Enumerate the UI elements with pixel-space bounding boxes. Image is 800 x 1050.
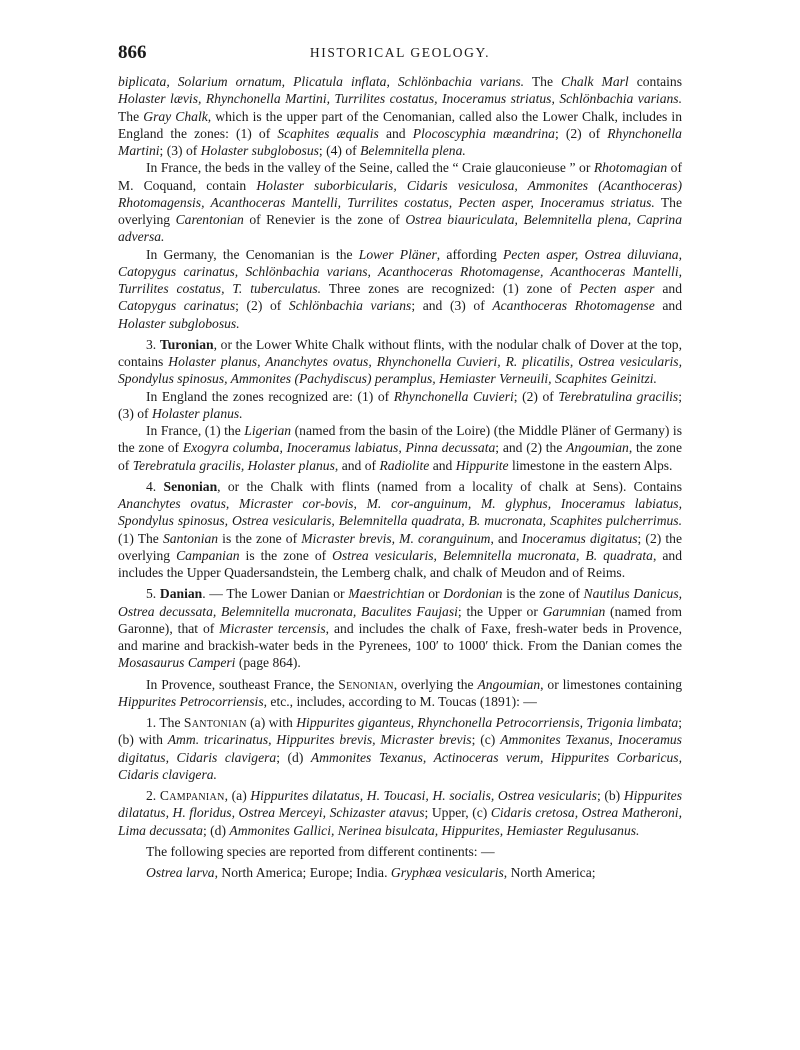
text-run: ; (3) of <box>159 143 201 158</box>
italic-text: Gryphæa vesicularis <box>390 865 504 880</box>
text-run: (page 864). <box>235 655 301 671</box>
italic-text: Gray Chalk, <box>143 108 212 124</box>
text-run: and <box>654 298 682 314</box>
section-heading: Senonian <box>163 478 218 494</box>
text-run: ; and (2) the <box>495 440 567 456</box>
text-run: , and includes the Upper Quadersandstein, the Lemberg chalk, and chalk of Meudon and of Reims. <box>118 547 682 580</box>
text-run: . — The Lower Danian or <box>202 586 349 602</box>
paragraph-p12 <box>118 843 682 860</box>
text-run: or <box>424 586 444 602</box>
paragraph-p3 <box>118 246 682 332</box>
text-run: In England the zones recognized are: (1) of <box>146 388 394 404</box>
italic-text: Rhynchonella Cuvieri <box>393 388 514 404</box>
italic-text: Hippurite <box>455 457 509 473</box>
italic-text: Carentonian <box>175 212 244 227</box>
italic-text: Campanian <box>176 547 240 563</box>
text-run: , or the Lower White Chalk without flints, with the nodular chalk of Dover at the top, contains <box>118 336 682 369</box>
italic-text: Ostrea biauriculata, Belemnitella plena, Caprina adversa. <box>118 212 683 245</box>
text-run: ; (2) the overlying <box>118 530 682 563</box>
text-run: ; (4) of <box>318 143 361 158</box>
text-run: and <box>429 457 456 473</box>
italic-text: biplicata, Solarium ornatum, Plicatula inflata, Schlönbachia varians. <box>118 74 525 89</box>
italic-text: Ammonites Texanus, Actinoceras verum, Hippurites Corbaricus, Cidaris clavigera. <box>118 749 682 782</box>
text-run: ; (b) with <box>118 715 682 748</box>
italic-text: Rhotomagian <box>593 160 668 176</box>
text-run: is the zone of <box>502 586 584 602</box>
text-run: ; (c) <box>471 732 501 748</box>
text-run: contains <box>628 74 683 89</box>
text-run: and <box>378 125 413 141</box>
text-run: , affording <box>436 246 503 262</box>
italic-text: Ananchytes ovatus, Micraster cor-bovis, M. cor-anguinum, M. glyphus, Inoceramus labiatus, Spondylus spinosus, Ostrea vesicularis, Belemnitella quadrata, B. mucronata, Scaphites pulcherrimus. <box>118 496 682 529</box>
running-head: HISTORICAL GEOLOGY. <box>309 45 491 60</box>
italic-text: Micraster brevis, M. coranguinum <box>301 530 491 546</box>
text-run: Three zones are recognized: (1) zone of <box>321 281 580 296</box>
text-run: The following species are reported from different continents: — <box>146 843 495 859</box>
italic-text: Holaster suborbicularis, Cidaris vesiculosa, Ammonites (Acanthoceras) Rhotomagensis, Acanthoceras Mantelli, Turrilites costatus, Pecten asper, Inoceramus striatus. <box>118 177 682 210</box>
italic-text: Hippurites dilatatus, H. floridus, Ostrea Merceyi, Schizaster atavus <box>118 788 682 821</box>
text-run: 5. <box>146 586 160 602</box>
text-run: is the zone of <box>218 530 302 546</box>
text-run: ; and (3) of <box>411 298 493 314</box>
text-run: (1) The <box>118 530 163 546</box>
text-run: and <box>654 281 682 296</box>
text-run: In France, (1) the <box>146 423 245 438</box>
text-run: which is the upper part of the Cenomanian, called also the Lower Chalk, includes in England the zones: (1) of <box>118 108 682 141</box>
text-run: of M. Coquand, contain <box>118 160 682 193</box>
text-run: 4. <box>146 478 164 494</box>
italic-text: Chalk Marl <box>561 74 629 89</box>
text-run: ; Upper, (c) <box>424 805 491 821</box>
text-run: In France, the beds in the valley of the Seine, called the “ Craie glauconieuse ” or <box>146 160 594 176</box>
text-run: In Germany, the Cenomanian is the <box>146 246 359 262</box>
italic-text: Hippurites giganteus, Rhynchonella Petrocorriensis, Trigonia limbata <box>296 715 679 730</box>
page-header <box>118 42 682 66</box>
italic-text: Maestrichtian <box>348 586 425 602</box>
text-run: 3. <box>146 336 160 352</box>
italic-text: Hippurites dilatatus, H. Toucasi, H. socialis, Ostrea vesicularis <box>250 788 597 803</box>
italic-text: Scaphites æqualis <box>277 125 379 141</box>
italic-text: Pecten asper, Ostrea diluviana, Catopygus carinatus, Schlönbachia varians, Acanthoceras Rhotomagense, Acanthoceras Mantelli, Turrilites costatus, T. tuberculatus. <box>118 246 682 296</box>
italic-text: Angoumian <box>477 676 541 692</box>
italic-text: Plocoscyphia mæandrina <box>412 125 555 141</box>
italic-text: Terebratula gracilis, Holaster planus <box>132 457 335 473</box>
italic-text: Schlönbachia varians <box>288 298 412 314</box>
body-text <box>118 73 682 881</box>
paragraph-p4 <box>118 336 682 388</box>
paragraph-p13 <box>118 864 682 881</box>
text-run: (named from the basin of the Loire) (the Middle Pläner of Germany) is the zone of <box>118 423 682 456</box>
text-run: 2. <box>146 788 160 803</box>
italic-text: Inoceramus digitatus <box>521 530 638 546</box>
text-run: ; (2) of <box>513 388 559 404</box>
text-run: (a) with <box>246 715 297 730</box>
italic-text: Holaster planus. <box>151 405 243 421</box>
italic-text: Ammonites Texanus, Inoceramus digitatus, Cidaris clavigera <box>118 732 682 765</box>
text-run: , and of <box>334 457 380 473</box>
text-run: ; (3) of <box>118 388 682 421</box>
italic-text: Lower Pläner <box>358 246 437 262</box>
small-caps-term: Senonian <box>338 676 394 692</box>
italic-text: Cidaris cretosa, Ostrea Matheroni, Lima decussata <box>118 805 682 838</box>
text-run: ; the Upper or <box>457 603 543 619</box>
italic-text: Ostrea larva <box>146 865 215 880</box>
italic-text: Micraster tercensis <box>219 620 326 636</box>
italic-text: Catopygus carinatus <box>118 298 236 314</box>
text-run: In Provence, southeast France, the <box>146 676 339 692</box>
paragraph-p7 <box>118 478 682 582</box>
italic-text: Garumnian <box>542 603 606 619</box>
text-run: , and <box>490 530 522 546</box>
text-run: , North America; <box>503 865 596 880</box>
text-run: The <box>118 108 144 124</box>
text-run: of Renevier is the zone of <box>243 212 406 227</box>
italic-text: Ammonites Gallici, Nerinea bisulcata, Hippurites, Hemiaster Regulusanus. <box>229 822 640 838</box>
small-caps-term: Santonian <box>183 715 247 730</box>
italic-text: Nautilus Danicus, Ostrea decussata, Belemnitella mucronata, Baculites Faujasi <box>118 586 683 619</box>
section-heading: Turonian <box>159 336 214 352</box>
text-run: , (a) <box>224 788 251 803</box>
italic-text: Holaster subglobosus <box>200 143 319 158</box>
italic-text: Mosasaurus Camperi <box>118 655 236 671</box>
text-run: , overlying the <box>393 676 478 692</box>
paragraph-p11 <box>118 787 682 839</box>
text-run: (named from Garonne), that of <box>118 603 682 636</box>
italic-text: Angoumian <box>566 440 629 456</box>
italic-text: Hippurites Petrocorriensis <box>118 693 264 709</box>
italic-text: Holaster subglobosus. <box>118 315 240 331</box>
italic-text: Ostrea vesicularis, Belemnitella mucronata, B. quadrata <box>332 547 653 563</box>
italic-text: Ligerian <box>244 423 292 438</box>
section-heading: Danian <box>159 586 203 602</box>
text-run: , or limestones containing <box>540 676 682 692</box>
paragraph-p5 <box>118 388 682 423</box>
italic-text: Santonian <box>162 530 219 546</box>
paragraph-p6 <box>118 422 682 474</box>
text-run: ; (2) of <box>554 125 608 141</box>
italic-text: Amm. tricarinatus, Hippurites brevis, Micraster brevis <box>167 732 472 748</box>
small-caps-term: Campanian <box>159 788 225 803</box>
text-run: , and includes the chalk of Faxe, fresh-water beds in Provence, and marine and brackish-water beds in the Pyrenees, 100′ to 1000′ thick. From the Danian comes the <box>118 620 682 653</box>
text-run: The overlying <box>118 194 682 227</box>
text-run: , the zone of <box>118 440 682 473</box>
text-run: , etc., includes, according to M. Toucas (1891): — <box>263 693 537 709</box>
text-run: ; (d) <box>276 749 311 765</box>
italic-text: Radiolite <box>379 457 430 473</box>
text-run: ; (b) <box>596 788 624 803</box>
page-number: 866 <box>118 42 147 63</box>
italic-text: Belemnitella plena. <box>360 143 466 158</box>
text-run: is the zone of <box>239 547 333 563</box>
text-run: ; (d) <box>202 822 230 838</box>
italic-text: Rhynchonella Martini <box>118 125 682 158</box>
paragraph-p10 <box>118 714 682 783</box>
italic-text: Dordonian <box>443 586 503 602</box>
italic-text: Terebratulina gracilis <box>558 388 679 404</box>
paragraph-p8 <box>118 585 682 671</box>
text-run: 1. The <box>146 715 184 730</box>
text-run: , or the Chalk with flints (named from a locality of chalk at Sens). Contains <box>217 478 682 494</box>
italic-text: Acanthoceras Rhotomagense <box>492 298 655 314</box>
paragraph-p9 <box>118 676 682 711</box>
italic-text: Pecten asper <box>579 281 655 296</box>
text-run: ; (2) of <box>235 298 289 314</box>
paragraph-p2 <box>118 159 682 245</box>
italic-text: Holaster planus, Ananchytes ovatus, Rhynchonella Cuvieri, R. plicatilis, Ostrea vesicularis, Spondylus spinosus, Ammonites (Pachydiscus) peramplus, Hemiaster Verneuili, Scaphites Geinitzi. <box>118 354 682 387</box>
text-run: , North America; Europe; India. <box>214 865 391 880</box>
text-run: limestone in the eastern Alps. <box>508 457 673 473</box>
paragraph-p1 <box>118 73 682 159</box>
text-run: The <box>524 74 562 89</box>
italic-text: Exogyra columba, Inoceramus labiatus, Pinna decussata <box>182 440 496 456</box>
italic-text: Holaster lævis, Rhynchonella Martini, Turrilites costatus, Inoceramus striatus, Schlönbachia varians. <box>118 91 682 107</box>
